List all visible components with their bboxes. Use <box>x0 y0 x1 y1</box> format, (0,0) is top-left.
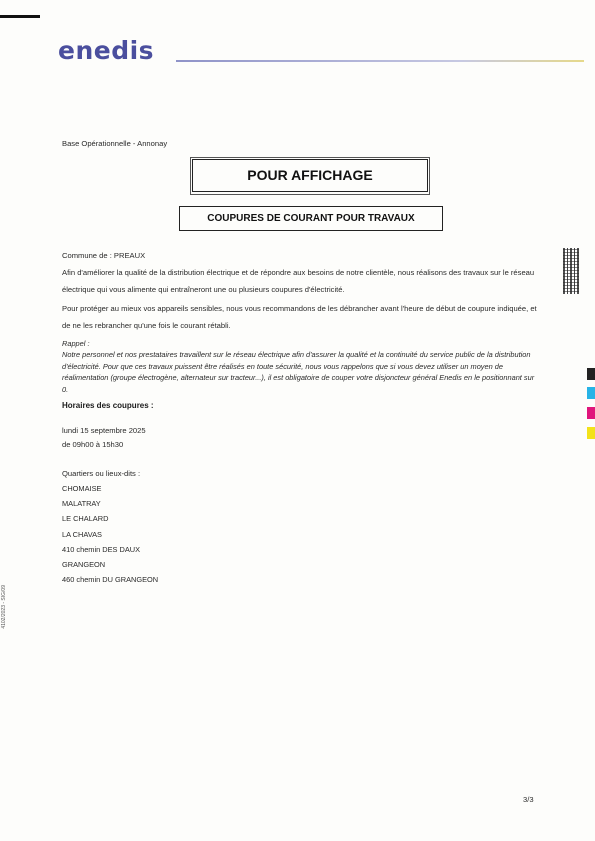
list-item: LE CHALARD <box>62 514 109 524</box>
paragraph-intro: Afin d'améliorer la qualité de la distribution électrique et de répondre aux besoins de notre clientèle, nous réalisons des travaux sur le réseau électrique qui vous alimente qui entraîneront une ou plusieurs coupures d'électricité. <box>62 268 535 294</box>
swatch-yellow <box>587 427 595 439</box>
edge-code: 4102/2023 - SIG/09 <box>1 585 7 629</box>
qr-code <box>563 248 579 294</box>
title-box <box>190 157 430 195</box>
title-box-text: POUR AFFICHAGE <box>192 159 428 192</box>
scan-corner-mark <box>0 15 40 18</box>
base-operationnelle: Base Opérationnelle - Annonay <box>62 139 168 148</box>
list-item: 460 chemin DU GRANGEON <box>62 575 159 585</box>
list-item: 410 chemin DES DAUX <box>62 544 141 554</box>
list-item: CHOMAISE <box>62 484 102 493</box>
swatch-black <box>587 368 595 380</box>
swatch-cyan <box>587 387 595 399</box>
list-item: GRANGEON <box>62 559 106 569</box>
paragraph-protection: Pour protéger au mieux vos appareils sensibles, nous vous recommandons de les débrancher avant l'heure de début de coupure indiquée, et de ne les rebrancher qu'une fois le courant rétabli. <box>62 304 537 330</box>
swatch-magenta <box>587 407 595 419</box>
horaires-title: Horaires des coupures : <box>62 401 154 410</box>
page-number: 3/3 <box>523 795 534 804</box>
list-item: LA CHAVAS <box>62 529 102 539</box>
rappel-title: Rappel : <box>62 339 90 348</box>
rappel-text: Notre personnel et nos prestataires travaillent sur le réseau électrique afin d'assurer la qualité et la continuité du service public de la distribution d'électricité. Pour que ces travaux puissent être réalisés en toute sécurité, nous vous rappelons que si vous devez utiliser un moyen de réalimentation (groupe électrogène, alternateur sur tracteur...), il est obligatoire de couper votre disjoncteur général Enedis en le positionnant sur 0. <box>62 350 535 394</box>
date-line: lundi 15 septembre 2025 <box>62 426 146 435</box>
places-list <box>62 484 262 590</box>
header-rule <box>176 60 584 62</box>
subtitle-box: COUPURES DE COURANT POUR TRAVAUX <box>179 206 443 231</box>
list-item: MALATRAY <box>62 499 101 509</box>
enedis-logo: enedis <box>58 36 155 65</box>
quartiers-title: Quartiers ou lieux-dits : <box>62 469 141 478</box>
commune-line: Commune de : PREAUX <box>62 251 146 260</box>
time-line: de 09h00 à 15h30 <box>62 440 124 449</box>
